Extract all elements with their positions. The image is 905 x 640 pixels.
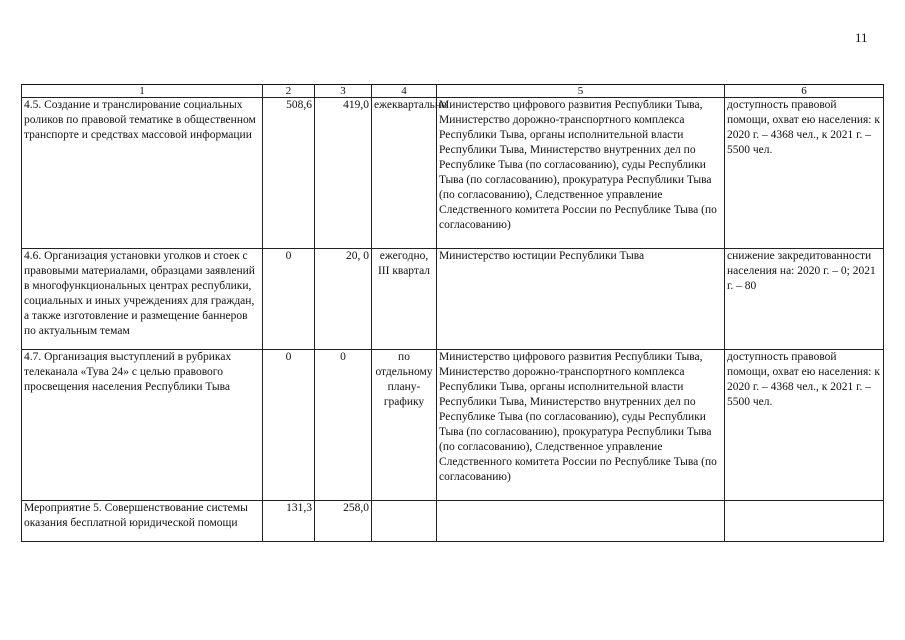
column-header: 6 [725, 85, 884, 98]
funding-2020: 131,3 [263, 501, 315, 542]
activities-table [21, 84, 884, 542]
column-header: 4 [372, 85, 437, 98]
deadline: по отдельному плану-графику [372, 350, 437, 501]
funding-2020: 508,6 [263, 98, 315, 249]
deadline [372, 501, 437, 542]
responsible: Министерство цифрового развития Республики Тыва, Министерство дорожно-транспортного комплекса Республики Тыва, органы исполнительной власти Республики Тыва, Министерство внутренних дел по Республике Тыва (по согласованию), суды Республики Тыва (по согласованию), прокуратура Республики Тыва (по согласованию), Следственное управление Следственного комитета России по Республике Тыва (по согласованию) [437, 98, 725, 249]
table-header-row [22, 85, 884, 98]
page-number: 11 [855, 30, 868, 45]
responsible [437, 501, 725, 542]
table-row [22, 501, 884, 542]
column-header: 3 [315, 85, 372, 98]
funding-2021: 20, 0 [315, 249, 372, 350]
column-header: 1 [22, 85, 263, 98]
funding-2021: 0 [315, 350, 372, 501]
deadline: ежеквартально [372, 98, 437, 249]
funding-2020: 0 [263, 350, 315, 501]
table-row [22, 98, 884, 249]
activity-name: 4.5. Создание и транслирование социальных роликов по правовой тематике в общественном транспорте и средствах массовой информации [22, 98, 263, 249]
funding-2021: 419,0 [315, 98, 372, 249]
activity-name: Мероприятие 5. Совершенствование системы оказания бесплатной юридической помощи [22, 501, 263, 542]
column-header: 2 [263, 85, 315, 98]
deadline: ежегодно, III квартал [372, 249, 437, 350]
funding-2021: 258,0 [315, 501, 372, 542]
funding-2020: 0 [263, 249, 315, 350]
expected-result: доступность правовой помощи, охват ею населения: к 2020 г. – 4368 чел., к 2021 г. – 5500 чел. [725, 98, 884, 249]
expected-result: доступность правовой помощи, охват ею населения: к 2020 г. – 4368 чел., к 2021 г. – 5500 чел. [725, 350, 884, 501]
table-row [22, 350, 884, 501]
activity-name: 4.6. Организация установки уголков и стоек с правовыми материалами, образцами заявлений в многофункциональных центрах республики, социальных и иных учреждениях для граждан, а также изготовление и размещение баннеров по актуальным темам [22, 249, 263, 350]
expected-result [725, 501, 884, 542]
activity-name: 4.7. Организация выступлений в рубриках телеканала «Тува 24» с целью правового просвещения населения Республики Тыва [22, 350, 263, 501]
expected-result: снижение закредитованности населения на: 2020 г. – 0; 2021 г. – 80 [725, 249, 884, 350]
responsible: Министерство цифрового развития Республики Тыва, Министерство дорожно-транспортного комплекса Республики Тыва, органы исполнительной власти Республики Тыва, Министерство внутренних дел по Республике Тыва (по согласованию), суды Республики Тыва (по согласованию), прокуратура Республики Тыва (по согласованию), Следственное управление Следственного комитета России по Республике Тыва (по согласованию) [437, 350, 725, 501]
table-row [22, 249, 884, 350]
responsible: Министерство юстиции Республики Тыва [437, 249, 725, 350]
column-header: 5 [437, 85, 725, 98]
